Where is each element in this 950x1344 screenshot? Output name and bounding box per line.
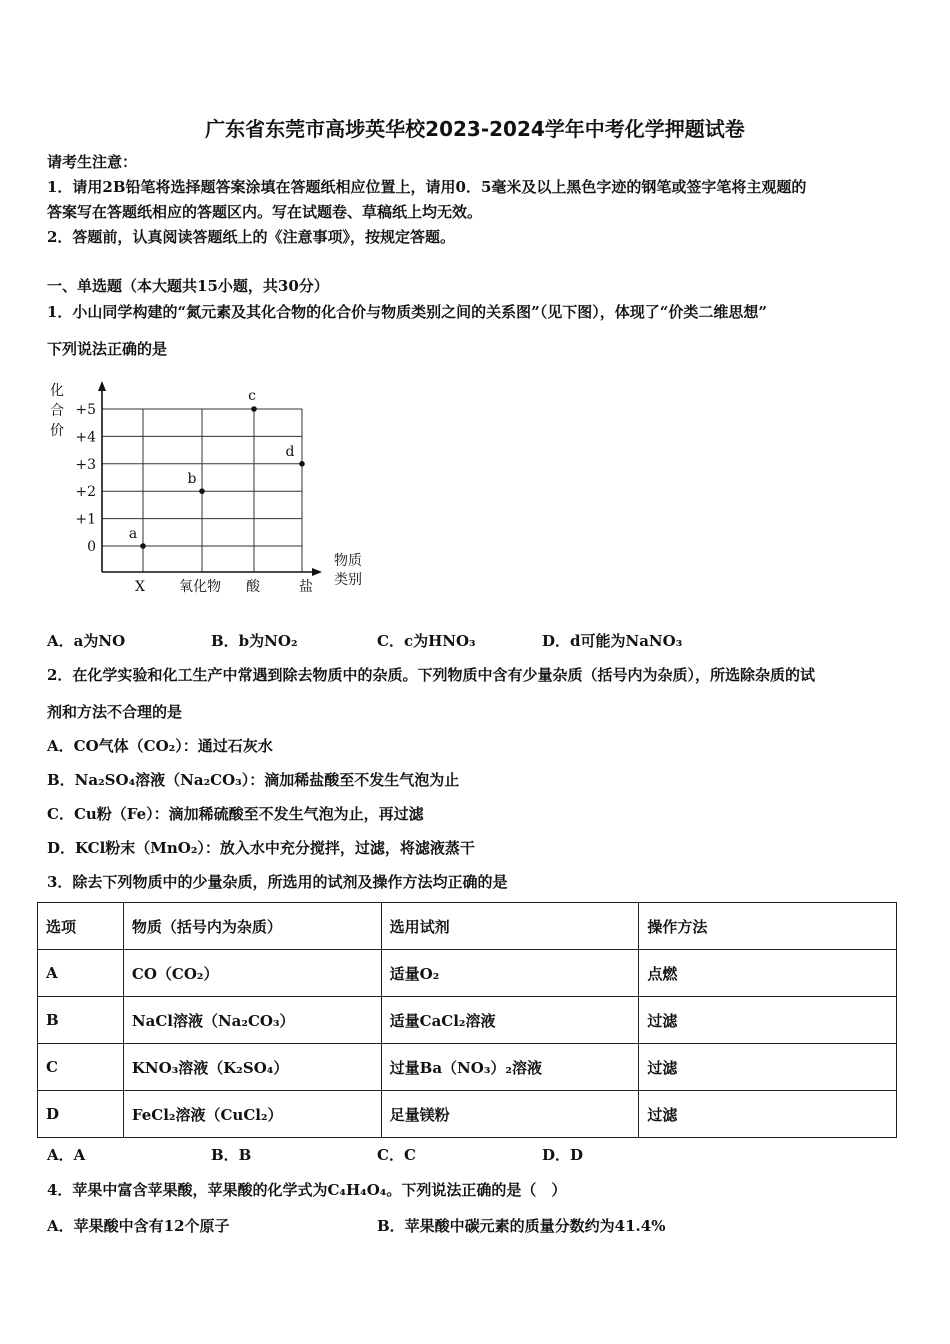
x-axis-title bbox=[334, 552, 362, 588]
notice-heading: 请考生注意： bbox=[47, 153, 138, 171]
table-cell: D bbox=[38, 1091, 124, 1138]
table-row bbox=[38, 1044, 897, 1091]
y-tick-label: +3 bbox=[75, 456, 96, 473]
data-point-label: a bbox=[128, 526, 138, 542]
table-cell: 过量Ba（NO₃）₂溶液 bbox=[381, 1044, 639, 1091]
q2-option-a: A．CO气体（CO₂）：通过石灰水 bbox=[47, 737, 273, 755]
table-cell: 适量O₂ bbox=[381, 950, 639, 997]
table-cell: 过滤 bbox=[639, 997, 897, 1044]
q1-option-c: C．c为HNO₃ bbox=[377, 632, 476, 650]
table-cell: 过滤 bbox=[639, 1091, 897, 1138]
q2-option-d: D．KCl粉末（MnO₂）：放入水中充分搅拌，过滤，将滤液蒸干 bbox=[47, 839, 475, 857]
table-cell: 足量镁粉 bbox=[381, 1091, 639, 1138]
q4-stem: 4．苹果中富含苹果酸，苹果酸的化学式为C₄H₄O₄。下列说法正确的是（ ） bbox=[47, 1181, 567, 1199]
chart-axes bbox=[98, 381, 322, 576]
table-cell: B bbox=[38, 997, 124, 1044]
table-cell: KNO₃溶液（K₂SO₄） bbox=[123, 1044, 381, 1091]
data-point bbox=[299, 461, 305, 467]
table-header-cell: 操作方法 bbox=[639, 903, 897, 950]
x-tick-label: 酸 bbox=[246, 579, 260, 595]
x-axis-title-line: 物质 bbox=[334, 553, 362, 569]
data-point-label: b bbox=[187, 471, 197, 488]
q3-option-b: B．B bbox=[211, 1146, 252, 1164]
q1-option-b: B．b为NO₂ bbox=[211, 632, 298, 650]
q3-table bbox=[37, 902, 897, 1138]
q3-option-a: A．A bbox=[47, 1146, 86, 1164]
table-row bbox=[38, 997, 897, 1044]
data-point-label: d bbox=[285, 443, 295, 460]
data-point bbox=[251, 406, 257, 412]
q4-option-a: A．苹果酸中含有12个原子 bbox=[47, 1217, 230, 1235]
y-axis-title-char: 化 bbox=[50, 383, 64, 399]
x-tick-label: 氧化物 bbox=[179, 579, 221, 595]
table-row bbox=[38, 950, 897, 997]
table-cell: 点燃 bbox=[639, 950, 897, 997]
table-header-cell: 选用试剂 bbox=[381, 903, 639, 950]
q1-option-a: A．a为NO bbox=[47, 632, 126, 650]
x-axis-title-line: 类别 bbox=[334, 572, 362, 588]
q3-stem: 3．除去下列物质中的少量杂质，所选用的试剂及操作方法均正确的是 bbox=[47, 873, 508, 891]
q1-option-d: D．d可能为NaNO₃ bbox=[542, 632, 683, 650]
y-tick-label: +5 bbox=[75, 402, 96, 418]
data-point-label: c bbox=[248, 388, 256, 404]
table-row bbox=[38, 1091, 897, 1138]
x-axis-arrow bbox=[312, 568, 322, 576]
data-point bbox=[199, 488, 205, 494]
y-tick-label: 0 bbox=[87, 539, 96, 555]
q1-stem-line1: 1．小山同学构建的“氮元素及其化合物的化合价与物质类别之间的关系图”（见下图），体现了“价类二维思想” bbox=[47, 303, 767, 321]
y-axis-arrow bbox=[98, 381, 106, 391]
table-cell: FeCl₂溶液（CuCl₂） bbox=[123, 1091, 381, 1138]
y-tick-label: +4 bbox=[75, 429, 96, 446]
valence-chart bbox=[40, 375, 380, 605]
y-axis-title-char: 价 bbox=[50, 423, 64, 439]
x-tick-label: 盐 bbox=[299, 579, 313, 595]
notice-line-1b: 答案写在答题纸相应的答题区内。写在试题卷、草稿纸上均无效。 bbox=[47, 203, 483, 221]
y-axis-title-char: 合 bbox=[50, 403, 64, 419]
table-cell: 适量CaCl₂溶液 bbox=[381, 997, 639, 1044]
q2-stem-line1: 2．在化学实验和化工生产中常遇到除去物质中的杂质。下列物质中含有少量杂质（括号内为杂质），所选除杂质的试 bbox=[47, 666, 815, 684]
table-cell: NaCl溶液（Na₂CO₃） bbox=[123, 997, 381, 1044]
table-cell: CO（CO₂） bbox=[123, 950, 381, 997]
table-cell: C bbox=[38, 1044, 124, 1091]
notice-line-2: 2．答题前，认真阅读答题纸上的《注意事项》，按规定答题。 bbox=[47, 228, 455, 246]
q3-option-d: D．D bbox=[542, 1146, 584, 1164]
section-heading: 一、单选题（本大题共15小题，共30分） bbox=[47, 277, 329, 295]
table-header-cell: 物质（括号内为杂质） bbox=[123, 903, 381, 950]
notice-line-1: 1．请用2B铅笔将选择题答案涂填在答题纸相应位置上，请用0．5毫米及以上黑色字迹的钢笔或签字笔将主观题的 bbox=[47, 178, 807, 196]
q4-option-b: B．苹果酸中碳元素的质量分数约为41.4% bbox=[377, 1217, 666, 1235]
table-header-cell: 选项 bbox=[38, 903, 124, 950]
table-cell: A bbox=[38, 950, 124, 997]
x-tick-label: X bbox=[135, 579, 145, 595]
table-header-row bbox=[38, 903, 897, 950]
q1-stem-line2: 下列说法正确的是 bbox=[47, 340, 168, 358]
table-cell: 过滤 bbox=[639, 1044, 897, 1091]
y-tick-label: +1 bbox=[75, 511, 96, 528]
y-tick-label: +2 bbox=[75, 484, 96, 501]
y-axis-title bbox=[50, 383, 64, 439]
q2-option-b: B．Na₂SO₄溶液（Na₂CO₃）：滴加稀盐酸至不发生气泡为止 bbox=[47, 771, 460, 789]
data-point bbox=[140, 543, 146, 549]
q2-option-c: C．Cu粉（Fe）：滴加稀硫酸至不发生气泡为止，再过滤 bbox=[47, 805, 424, 823]
page-title: 广东省东莞市高埗英华校2023-2024学年中考化学押题试卷 bbox=[205, 117, 745, 141]
q3-option-c: C．C bbox=[377, 1146, 416, 1164]
q2-stem-line2: 剂和方法不合理的是 bbox=[47, 703, 183, 721]
